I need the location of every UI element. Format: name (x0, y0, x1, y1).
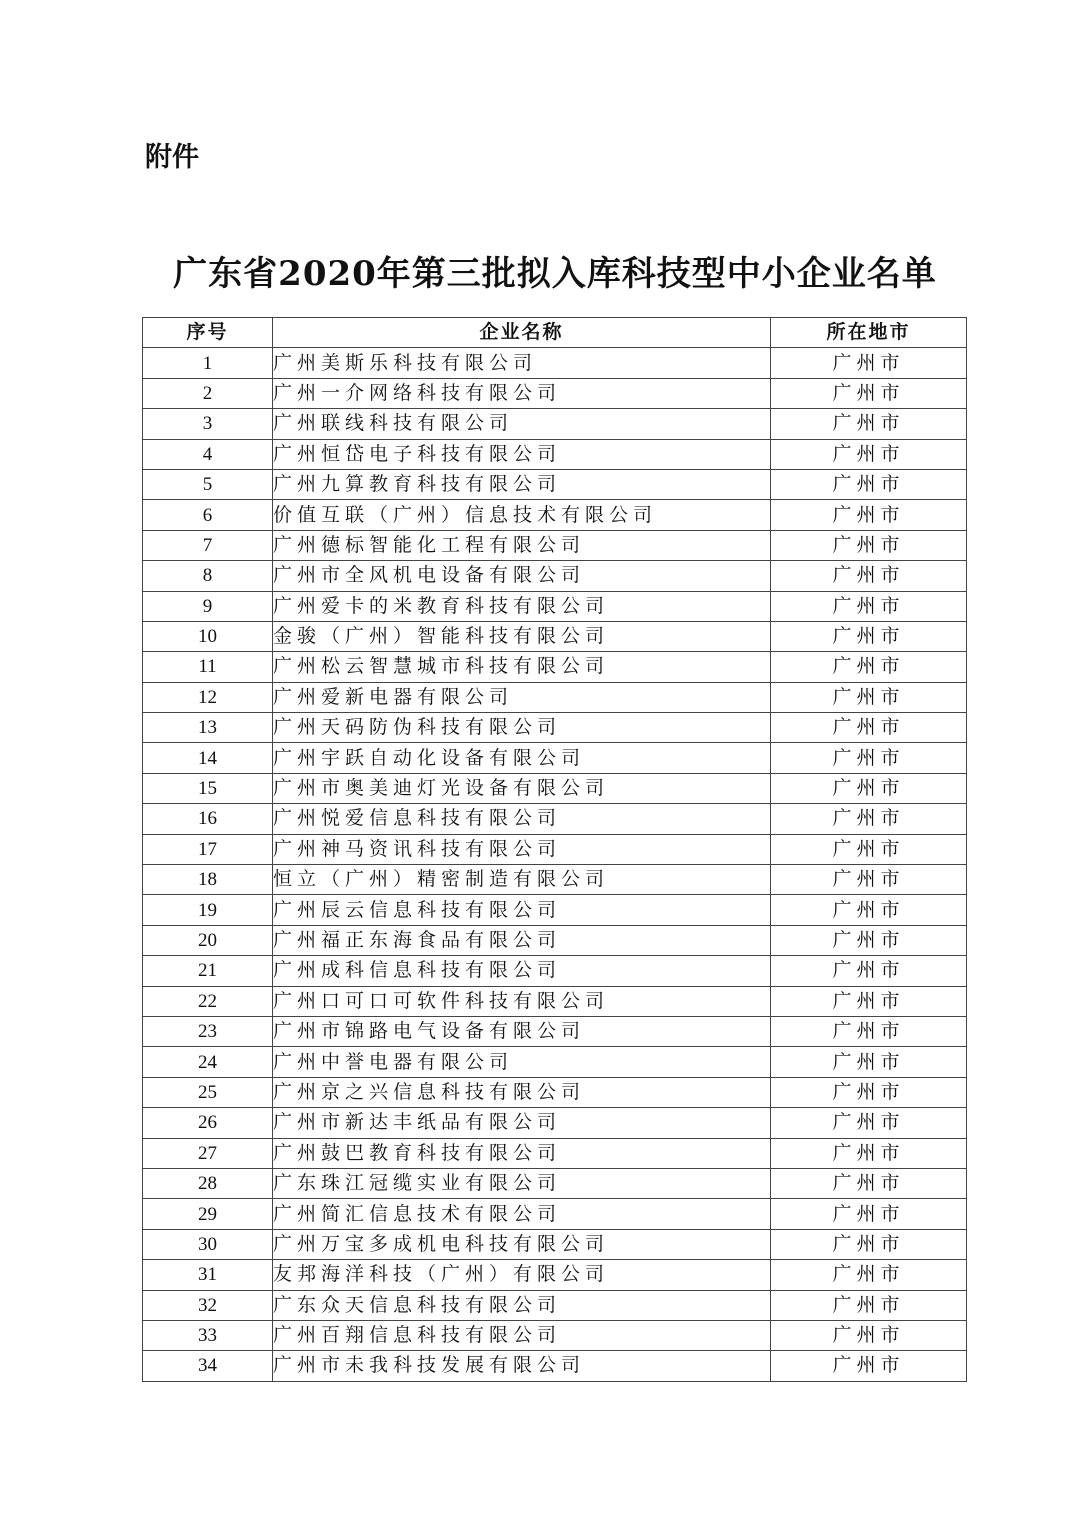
row-city: 广州市 (771, 1047, 967, 1077)
table-row (143, 682, 967, 712)
row-city: 广州市 (771, 500, 967, 530)
row-serial-number: 26 (143, 1108, 273, 1138)
row-city: 广州市 (771, 1290, 967, 1320)
table-row (143, 1199, 967, 1229)
row-city: 广州市 (771, 1108, 967, 1138)
row-serial-number: 25 (143, 1077, 273, 1107)
row-city: 广州市 (771, 530, 967, 560)
table-row (143, 925, 967, 955)
table-row (143, 1351, 967, 1381)
table-body (143, 348, 967, 1381)
row-enterprise-name: 广州市奥美迪灯光设备有限公司 (273, 773, 771, 803)
table-row (143, 1016, 967, 1046)
row-city: 广州市 (771, 773, 967, 803)
row-enterprise-name: 广州市全风机电设备有限公司 (273, 561, 771, 591)
table-row (143, 469, 967, 499)
row-serial-number: 14 (143, 743, 273, 773)
row-serial-number: 9 (143, 591, 273, 621)
header-enterprise-name: 企业名称 (273, 318, 771, 348)
table-row (143, 895, 967, 925)
table-row (143, 409, 967, 439)
row-enterprise-name: 广州悦爱信息科技有限公司 (273, 804, 771, 834)
row-enterprise-name: 广东珠江冠缆实业有限公司 (273, 1168, 771, 1198)
table-row (143, 1290, 967, 1320)
row-city: 广州市 (771, 956, 967, 986)
table-row (143, 956, 967, 986)
table-row (143, 865, 967, 895)
row-city: 广州市 (771, 1168, 967, 1198)
row-serial-number: 23 (143, 1016, 273, 1046)
row-city: 广州市 (771, 348, 967, 378)
row-serial-number: 21 (143, 956, 273, 986)
row-enterprise-name: 广州中誉电器有限公司 (273, 1047, 771, 1077)
row-serial-number: 22 (143, 986, 273, 1016)
row-enterprise-name: 广东众天信息科技有限公司 (273, 1290, 771, 1320)
row-enterprise-name: 广州一介网络科技有限公司 (273, 378, 771, 408)
table-row (143, 1168, 967, 1198)
row-city: 广州市 (771, 1351, 967, 1381)
row-city: 广州市 (771, 1138, 967, 1168)
row-serial-number: 18 (143, 865, 273, 895)
row-enterprise-name: 广州恒岱电子科技有限公司 (273, 439, 771, 469)
row-city: 广州市 (771, 713, 967, 743)
row-enterprise-name: 广州美斯乐科技有限公司 (273, 348, 771, 378)
row-enterprise-name: 广州市新达丰纸品有限公司 (273, 1108, 771, 1138)
row-city: 广州市 (771, 986, 967, 1016)
row-city: 广州市 (771, 621, 967, 651)
row-enterprise-name: 广州宇跃自动化设备有限公司 (273, 743, 771, 773)
row-enterprise-name: 广州福正东海食品有限公司 (273, 925, 771, 955)
row-enterprise-name: 广州松云智慧城市科技有限公司 (273, 652, 771, 682)
row-city: 广州市 (771, 591, 967, 621)
row-enterprise-name: 广州成科信息科技有限公司 (273, 956, 771, 986)
table-row (143, 1108, 967, 1138)
row-city: 广州市 (771, 895, 967, 925)
row-enterprise-name: 广州京之兴信息科技有限公司 (273, 1077, 771, 1107)
row-serial-number: 20 (143, 925, 273, 955)
row-enterprise-name: 广州九算教育科技有限公司 (273, 469, 771, 499)
row-serial-number: 15 (143, 773, 273, 803)
table-row (143, 713, 967, 743)
table-row (143, 1047, 967, 1077)
row-serial-number: 12 (143, 682, 273, 712)
row-enterprise-name: 广州德标智能化工程有限公司 (273, 530, 771, 560)
row-serial-number: 29 (143, 1199, 273, 1229)
row-serial-number: 4 (143, 439, 273, 469)
row-serial-number: 17 (143, 834, 273, 864)
table-row (143, 1229, 967, 1259)
row-enterprise-name: 恒立（广州）精密制造有限公司 (273, 865, 771, 895)
row-city: 广州市 (771, 378, 967, 408)
table-row (143, 1077, 967, 1107)
row-serial-number: 2 (143, 378, 273, 408)
enterprise-table (142, 317, 967, 1382)
table-row (143, 348, 967, 378)
row-city: 广州市 (771, 561, 967, 591)
table-row (143, 773, 967, 803)
row-enterprise-name: 友邦海洋科技（广州）有限公司 (273, 1260, 771, 1290)
row-serial-number: 30 (143, 1229, 273, 1259)
row-serial-number: 24 (143, 1047, 273, 1077)
row-enterprise-name: 价值互联（广州）信息技术有限公司 (273, 500, 771, 530)
row-city: 广州市 (771, 1077, 967, 1107)
row-enterprise-name: 广州辰云信息科技有限公司 (273, 895, 771, 925)
row-city: 广州市 (771, 865, 967, 895)
header-city: 所在地市 (771, 318, 967, 348)
row-serial-number: 3 (143, 409, 273, 439)
row-serial-number: 16 (143, 804, 273, 834)
table-row (143, 652, 967, 682)
table-row (143, 1320, 967, 1350)
row-serial-number: 33 (143, 1320, 273, 1350)
row-enterprise-name: 广州百翔信息科技有限公司 (273, 1320, 771, 1350)
row-city: 广州市 (771, 1260, 967, 1290)
table-row (143, 530, 967, 560)
table-row (143, 1260, 967, 1290)
row-city: 广州市 (771, 1016, 967, 1046)
row-serial-number: 19 (143, 895, 273, 925)
table-header (143, 318, 967, 348)
row-city: 广州市 (771, 682, 967, 712)
row-city: 广州市 (771, 804, 967, 834)
row-city: 广州市 (771, 743, 967, 773)
table-row (143, 621, 967, 651)
header-row (143, 318, 967, 348)
row-enterprise-name: 广州鼓巴教育科技有限公司 (273, 1138, 771, 1168)
attachment-label: 附件 (145, 142, 199, 173)
row-enterprise-name: 广州爱新电器有限公司 (273, 682, 771, 712)
row-serial-number: 5 (143, 469, 273, 499)
row-serial-number: 10 (143, 621, 273, 651)
row-serial-number: 11 (143, 652, 273, 682)
table-row (143, 500, 967, 530)
table-row (143, 1138, 967, 1168)
row-serial-number: 34 (143, 1351, 273, 1381)
row-city: 广州市 (771, 1229, 967, 1259)
row-city: 广州市 (771, 469, 967, 499)
row-city: 广州市 (771, 1199, 967, 1229)
table-row (143, 804, 967, 834)
table-row (143, 378, 967, 408)
row-enterprise-name: 广州联线科技有限公司 (273, 409, 771, 439)
row-enterprise-name: 广州爱卡的米教育科技有限公司 (273, 591, 771, 621)
row-city: 广州市 (771, 925, 967, 955)
row-serial-number: 28 (143, 1168, 273, 1198)
row-enterprise-name: 广州神马资讯科技有限公司 (273, 834, 771, 864)
row-enterprise-name: 广州市未我科技发展有限公司 (273, 1351, 771, 1381)
row-city: 广州市 (771, 652, 967, 682)
table-row (143, 561, 967, 591)
document-title: 广东省2020年第三批拟入库科技型中小企业名单 (173, 254, 937, 294)
row-city: 广州市 (771, 834, 967, 864)
row-serial-number: 31 (143, 1260, 273, 1290)
table-row (143, 439, 967, 469)
row-enterprise-name: 广州口可口可软件科技有限公司 (273, 986, 771, 1016)
row-enterprise-name: 广州市锦路电气设备有限公司 (273, 1016, 771, 1046)
row-enterprise-name: 广州万宝多成机电科技有限公司 (273, 1229, 771, 1259)
table-row (143, 743, 967, 773)
row-serial-number: 7 (143, 530, 273, 560)
row-enterprise-name: 金骏（广州）智能科技有限公司 (273, 621, 771, 651)
table-row (143, 986, 967, 1016)
table-row (143, 591, 967, 621)
row-city: 广州市 (771, 1320, 967, 1350)
row-serial-number: 27 (143, 1138, 273, 1168)
table-row (143, 834, 967, 864)
row-serial-number: 8 (143, 561, 273, 591)
row-serial-number: 1 (143, 348, 273, 378)
row-serial-number: 32 (143, 1290, 273, 1320)
row-serial-number: 13 (143, 713, 273, 743)
row-serial-number: 6 (143, 500, 273, 530)
row-city: 广州市 (771, 409, 967, 439)
row-enterprise-name: 广州天码防伪科技有限公司 (273, 713, 771, 743)
header-serial-number: 序号 (143, 318, 273, 348)
row-enterprise-name: 广州简汇信息技术有限公司 (273, 1199, 771, 1229)
row-city: 广州市 (771, 439, 967, 469)
